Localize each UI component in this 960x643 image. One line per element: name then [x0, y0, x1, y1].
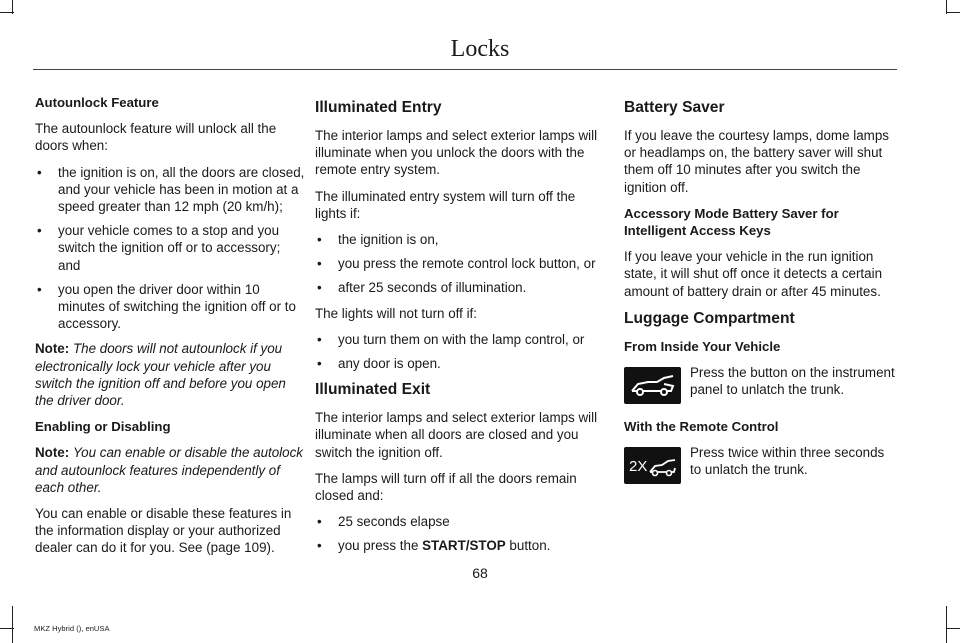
battery-saver-paragraph: If you leave the courtesy lamps, dome lamps or headlamps on, the battery saver will shut them off 10 minutes after you switch the ignition off.	[624, 128, 889, 195]
luggage-heading: Luggage Compartment	[624, 309, 795, 327]
exit-paragraph: The lamps will turn off if all the doors remain closed and:	[315, 470, 577, 504]
list-item: • you open the driver door within 10 minutes of switching the ignition off or to accessory.	[35, 281, 305, 333]
list-item: • any door is open.	[315, 355, 602, 372]
note-label: Note:	[35, 341, 70, 357]
column-autounlock	[35, 94, 305, 566]
remote-text: Press twice within three seconds to unlatch the trunk.	[690, 445, 885, 478]
inside-heading: From Inside Your Vehicle	[624, 338, 781, 354]
exit-heading: Illuminated Exit	[315, 381, 431, 399]
start-stop-label: START/STOP	[422, 538, 506, 554]
entry-off-list	[315, 231, 602, 297]
list-item: • you turn them on with the lamp control, or	[315, 331, 602, 348]
note-label: Note:	[35, 445, 70, 461]
page-title: Locks	[450, 36, 510, 62]
exit-paragraph: The interior lamps and select exterior lamps will illuminate when all doors are closed and you switch the ignition off.	[315, 410, 598, 460]
list-item: • 25 seconds elapse	[315, 513, 602, 530]
accessory-paragraph: If you leave your vehicle in the run ignition state, it will shut off once it detects a certain amount of battery drain or after 45 minutes.	[624, 249, 883, 299]
crop-mark	[0, 12, 14, 13]
remote-heading: With the Remote Control	[624, 419, 779, 435]
autounlock-intro: The autounlock feature will unlock all the doors when:	[35, 121, 277, 154]
enabling-body: You can enable or disable these features in the information display or your authorized dealer can do it for you. See (page 109).	[35, 506, 292, 556]
column-illumination	[315, 94, 602, 563]
crop-mark	[946, 606, 947, 643]
page-number: 68	[472, 565, 488, 581]
trunk-remote-2x-icon	[624, 447, 681, 484]
inside-figure-row	[624, 364, 898, 404]
exit-list	[315, 513, 602, 554]
column-battery-luggage	[624, 94, 898, 494]
autounlock-list	[35, 164, 305, 333]
accessory-heading: Accessory Mode Battery Saver for Intelligent Access Keys	[624, 205, 839, 239]
entry-paragraph: The illuminated entry system will turn off the lights if:	[315, 188, 576, 221]
icon-label-2x: 2X	[629, 458, 648, 476]
crop-mark	[946, 12, 960, 13]
crop-mark	[946, 628, 960, 629]
list-item: • your vehicle comes to a stop and you switch the ignition off or to accessory; and	[35, 222, 305, 274]
list-item	[315, 537, 602, 554]
header-rule	[33, 69, 897, 70]
crop-mark	[0, 628, 14, 629]
list-item-text: button.	[505, 538, 551, 554]
battery-saver-heading: Battery Saver	[624, 99, 725, 116]
entry-heading: Illuminated Entry	[315, 99, 442, 116]
list-item: • the ignition is on,	[315, 231, 602, 248]
footer-label: MKZ Hybrid (), enUSA	[34, 624, 110, 633]
inside-text: Press the button on the instrument panel to unlatch the trunk.	[690, 365, 895, 398]
list-item-text: you press the	[338, 538, 423, 554]
trunk-release-icon	[624, 367, 681, 404]
list-item: • after 25 seconds of illumination.	[315, 279, 602, 296]
autounlock-heading: Autounlock Feature	[35, 95, 159, 110]
remote-figure-row	[624, 444, 898, 484]
list-item: • the ignition is on, all the doors are closed, and your vehicle has been in motion at a speed greater than 12 mph (20 km/h);	[35, 164, 305, 216]
entry-stay-on-list	[315, 331, 602, 372]
enabling-heading: Enabling or Disabling	[35, 419, 171, 435]
entry-paragraph: The interior lamps and select exterior lamps will illuminate when you unlock the doors with the remote entry system.	[315, 128, 598, 178]
note-text: You can enable or disable the autolock and autounlock features independently of each other.	[35, 445, 303, 495]
note-autounlock	[35, 340, 305, 409]
note-enabling	[35, 444, 305, 496]
entry-paragraph: The lights will not turn off if:	[315, 305, 478, 321]
list-item: • you press the remote control lock button, or	[315, 255, 602, 272]
note-text: The doors will not autounlock if you electronically lock your vehicle after you switch the ignition off and before you open the driver door.	[35, 341, 286, 409]
crop-mark	[12, 606, 13, 643]
